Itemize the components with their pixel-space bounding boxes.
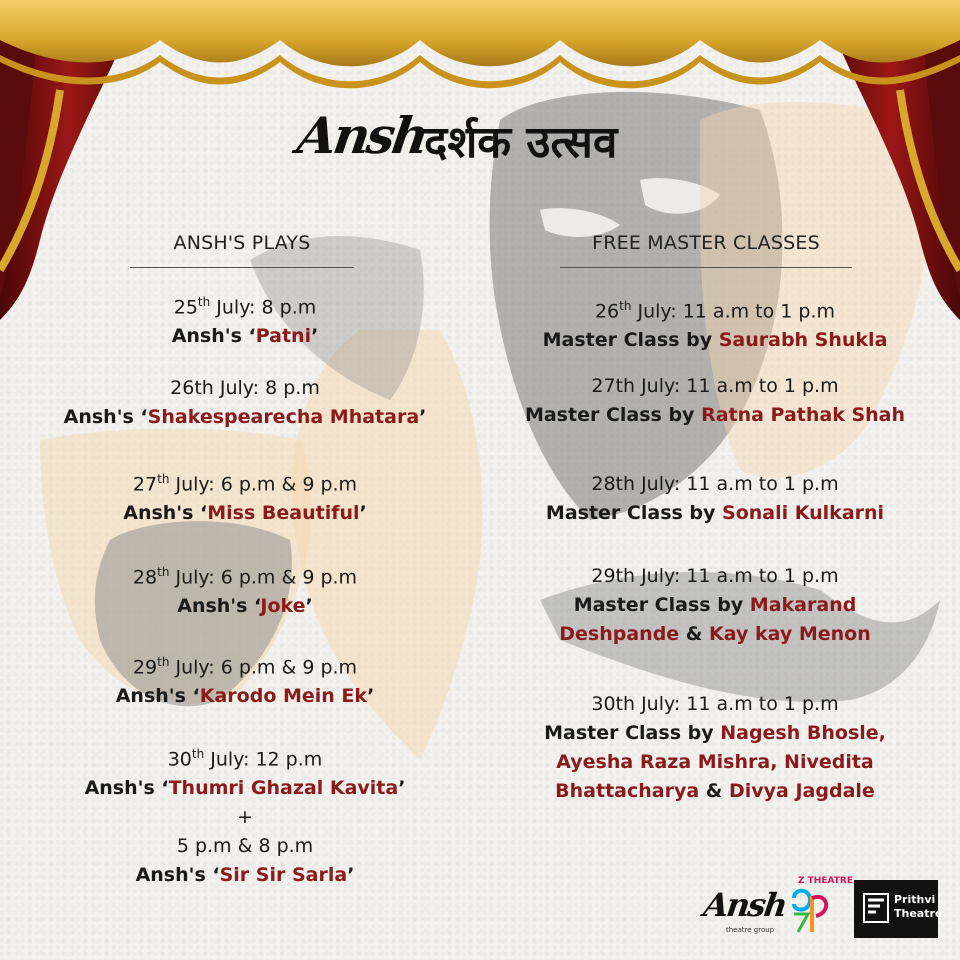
prithvi-theatre-logo <box>854 880 943 938</box>
class-entry <box>490 292 940 355</box>
play-date: 26th July: 8 p.m <box>170 377 320 399</box>
play-entry <box>40 558 450 621</box>
class-instructor-line: Bhattacharya & Divya Jagdale <box>555 780 875 802</box>
play-date: 27th July: 6 p.m & 9 p.m <box>132 472 358 496</box>
class-date: 27th July: 11 a.m to 1 p.m <box>591 375 839 397</box>
play-date: 28th July: 6 p.m & 9 p.m <box>132 565 358 589</box>
class-instructor-line: Master Class by Saurabh Shukla <box>542 329 888 352</box>
instructor-name: Divya Jagdale <box>729 780 875 802</box>
play-title-line: Ansh's ‘Sir Sir Sarla’ <box>135 864 355 887</box>
ansh-logo-subtitle: theatre group <box>726 926 775 934</box>
play-title: Miss Beautiful <box>207 502 360 525</box>
play-title: Shakespearecha Mhatara <box>147 406 420 428</box>
ansh-logo-title: Ansh <box>293 106 430 165</box>
class-entry <box>490 562 940 649</box>
play-entry <box>40 288 450 351</box>
play-title-line: Ansh's ‘Miss Beautiful’ <box>123 502 367 525</box>
instructor-name: Sonali Kulkarni <box>722 502 885 524</box>
instructor-name: Ayesha Raza Mishra, Nivedita <box>556 751 874 773</box>
instructor-name: Nagesh Bhosle, <box>720 722 886 744</box>
class-date: 29th July: 11 a.m to 1 p.m <box>591 565 839 587</box>
play-entry <box>40 465 450 528</box>
play-title-line: Ansh's ‘Shakespearecha Mhatara’ <box>63 406 427 428</box>
classes-divider <box>560 267 852 268</box>
festival-title-hindi: दर्शक उत्सव <box>424 117 618 168</box>
class-instructor-line: Master Class by Makarand <box>573 594 857 616</box>
play-entry <box>40 648 450 711</box>
play-date: 5 p.m & 8 p.m <box>176 835 314 858</box>
prithvi-theatre-text: Prithvi Theatre <box>894 893 943 920</box>
class-date: 30th July: 11 a.m to 1 p.m <box>591 693 839 715</box>
plays-heading: ANSH'S PLAYS <box>173 232 311 254</box>
class-instructor-line: Master Class by Ratna Pathak Shah <box>524 404 906 426</box>
class-instructor-line: Master Class by Sonali Kulkarni <box>545 502 885 524</box>
class-instructor-line: Master Class by Nagesh Bhosle, <box>544 722 886 744</box>
play-title: Thumri Ghazal Kavita <box>168 777 399 800</box>
class-entry <box>490 470 940 528</box>
play-title: Joke <box>260 595 306 618</box>
instructor-name: Kay kay Menon <box>709 623 871 645</box>
play-title: Patni <box>255 325 312 348</box>
instructor-name: Deshpande <box>559 623 680 645</box>
class-date: 26th July: 11 a.m to 1 p.m <box>594 299 836 323</box>
play-title-line: Ansh's ‘Thumri Ghazal Kavita’ <box>84 777 406 800</box>
class-instructor-line: Deshpande & Kay kay Menon <box>559 623 871 645</box>
instructor-name: Ratna Pathak Shah <box>701 404 906 426</box>
sponsor-logos <box>700 878 950 948</box>
festival-title <box>0 98 960 168</box>
play-date: 25th July: 8 p.m <box>173 295 317 319</box>
play-date: 30th July: 12 p.m <box>167 747 323 771</box>
ztheatre-logo-text: Z THEATRE <box>798 876 853 886</box>
play-title: Karodo Mein Ek <box>199 685 368 708</box>
instructor-name: Makarand <box>749 594 857 616</box>
play-entry <box>40 740 450 890</box>
play-entry <box>40 374 450 432</box>
play-title-line: Ansh's ‘Patni’ <box>171 325 319 348</box>
classes-heading: FREE MASTER CLASSES <box>592 232 820 254</box>
class-date: 28th July: 11 a.m to 1 p.m <box>591 473 839 495</box>
plays-divider <box>130 267 354 268</box>
plus-sign: + <box>237 806 253 829</box>
play-title: Sir Sir Sarla <box>219 864 348 887</box>
instructor-name: Saurabh Shukla <box>718 329 888 352</box>
play-title-line: Ansh's ‘Karodo Mein Ek’ <box>115 685 375 708</box>
instructor-name: Bhattacharya <box>555 780 700 802</box>
play-title-line: Ansh's ‘Joke’ <box>177 595 313 618</box>
ansh-theatre-group-logo: Ansh <box>701 886 789 924</box>
class-entry <box>490 690 940 806</box>
class-entry <box>490 372 940 430</box>
play-date: 29th July: 6 p.m & 9 p.m <box>132 655 358 679</box>
ztheatre-logo <box>788 878 834 942</box>
